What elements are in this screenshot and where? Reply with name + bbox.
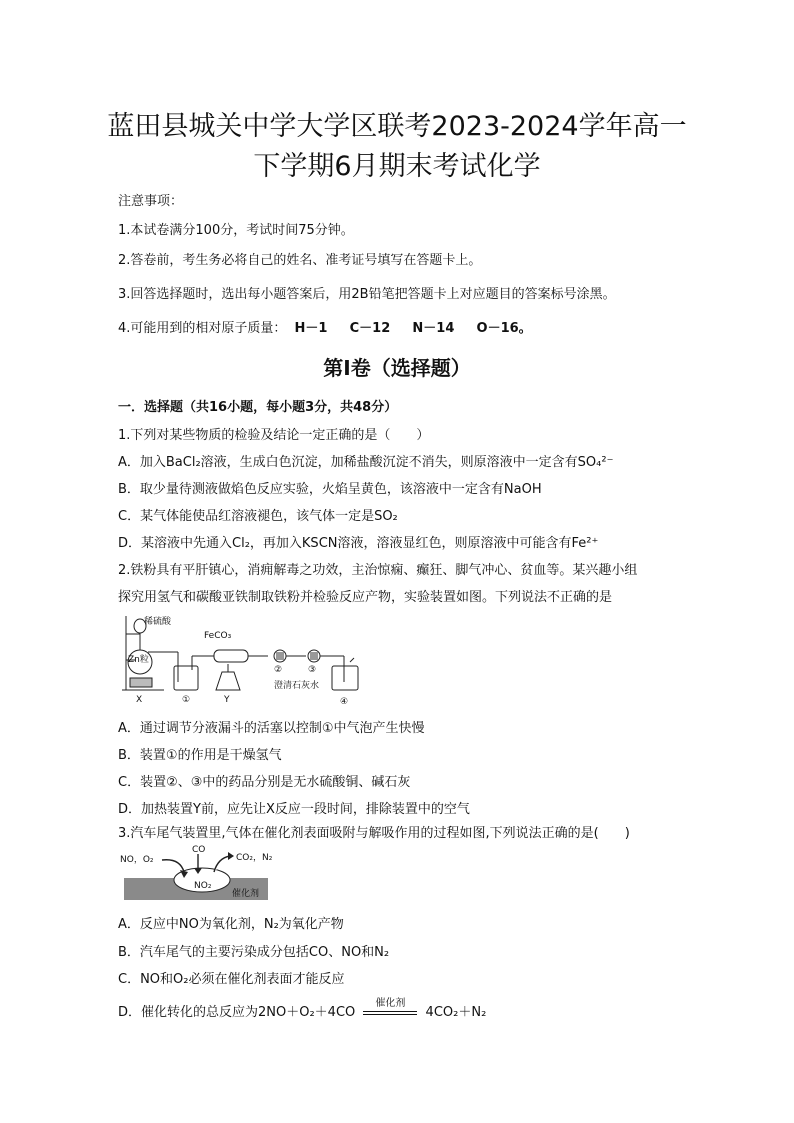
q2-stem-line1: 2.铁粉具有平肝镇心，消痈解毒之功效，主治惊痫、癫狂、脚气冲心、贫血等。某兴趣小组	[118, 563, 638, 578]
notice-item-4-label: 4.可能用到的相对原子质量：	[118, 321, 287, 336]
q3-stem: 3.汽车尾气装置里,气体在催化剂表面吸附与解吸作用的过程如图,下列说法正确的是( )	[118, 826, 630, 841]
q3-option-d-right: 4CO₂＋N₂	[425, 1005, 487, 1020]
notice-heading: 注意事项：	[118, 194, 184, 209]
label-feco3: FeCO₃	[204, 631, 232, 641]
part-heading: 一．选择题（共16小题，每小题3分，共48分）	[118, 400, 398, 415]
label-x: X	[136, 695, 143, 705]
label-3: ③	[308, 665, 317, 675]
q1-option-a: A．加入BaCl₂溶液，生成白色沉淀，加稀盐酸沉淀不消失，则原溶液中一定含有SO₄²⁻	[118, 455, 614, 470]
reaction-condition: 催化剂	[375, 997, 406, 1009]
label-4: ④	[340, 697, 349, 707]
q2-option-b: B．装置①的作用是干燥氢气	[118, 748, 282, 763]
notice-item-3: 3.回答选择题时，选出每小题答案后，用2B铅笔把答题卡上对应题目的答案标号涂黑。	[118, 287, 616, 302]
reaction-condition-arrow	[361, 997, 419, 1020]
label-no-o2: NO，O₂	[120, 855, 154, 865]
q3-catalyst-figure	[118, 842, 278, 906]
label-limewater: 澄清石灰水	[274, 681, 320, 691]
q1-stem: 1.下列对某些物质的检验及结论一定正确的是（ ）	[118, 428, 430, 443]
notice-item-2: 2.答卷前，考生务必将自己的姓名、准考证号填写在答题卡上。	[118, 253, 482, 268]
q2-option-d: D．加热装置Y前，应先让X反应一段时间，排除装置中的空气	[118, 802, 470, 817]
label-no2: NO₂	[194, 881, 212, 891]
label-catalyst: 催化剂	[232, 889, 260, 899]
q1-option-b: B．取少量待测液做焰色反应实验，火焰呈黄色，该溶液中一定含有NaOH	[118, 482, 542, 497]
q1-option-c: C．某气体能使品红溶液褪色，该气体一定是SO₂	[118, 509, 398, 524]
heater-x	[130, 678, 152, 687]
label-zn: Zn粒	[128, 655, 149, 665]
q3-option-b: B．汽车尾气的主要污染成分包括CO、NO和N₂	[118, 945, 390, 960]
label-co: CO	[192, 845, 206, 855]
atomic-mass-n: N－14	[412, 321, 455, 336]
q3-option-d-left: D．催化转化的总反应为2NO＋O₂＋4CO	[118, 1005, 356, 1020]
q2-apparatus-figure	[118, 612, 368, 707]
exam-title-line1: 蓝田县城关中学大学区联考2023-2024学年高一	[107, 111, 687, 142]
q2-option-c: C．装置②、③中的药品分别是无水硫酸铜、碱石灰	[118, 775, 411, 790]
section-title: 第Ⅰ卷（选择题）	[323, 356, 471, 380]
label-y: Y	[224, 695, 230, 705]
label-1: ①	[182, 695, 191, 705]
q2-stem-line2: 探究用氢气和碳酸亚铁制取铁粉并检验反应产物，实验装置如图。下列说法不正确的是	[118, 590, 613, 605]
notice-item-4	[118, 317, 532, 336]
label-co2-n2: CO₂，N₂	[236, 853, 273, 863]
arrow-out	[214, 856, 230, 872]
exam-title-line2: 下学期6月期末考试化学	[253, 151, 541, 182]
burner-y	[216, 672, 240, 690]
atomic-mass-o: O－16。	[476, 321, 532, 336]
label-dilute-acid: 稀硫酸	[144, 617, 172, 627]
q3-option-c: C．NO和O₂必须在催化剂表面才能反应	[118, 972, 345, 987]
arrow-in	[162, 860, 184, 872]
label-2: ②	[274, 665, 283, 675]
q1-option-d: D．某溶液中先通入Cl₂，再加入KSCN溶液，溶液显红色，则原溶液中可能含有Fe²⁺	[118, 536, 599, 551]
notice-item-1: 1.本试卷满分100分，考试时间75分钟。	[118, 223, 354, 238]
atomic-mass-c: C－12	[349, 321, 391, 336]
bottle-4	[332, 666, 358, 690]
q3-option-d	[118, 997, 487, 1020]
q3-option-a: A．反应中NO为氧化剂，N₂为氧化产物	[118, 917, 344, 932]
atomic-mass-h: H－1	[294, 321, 328, 336]
reaction-tube	[214, 650, 248, 662]
q2-option-a: A．通过调节分液漏斗的活塞以控制①中气泡产生快慢	[118, 721, 425, 736]
